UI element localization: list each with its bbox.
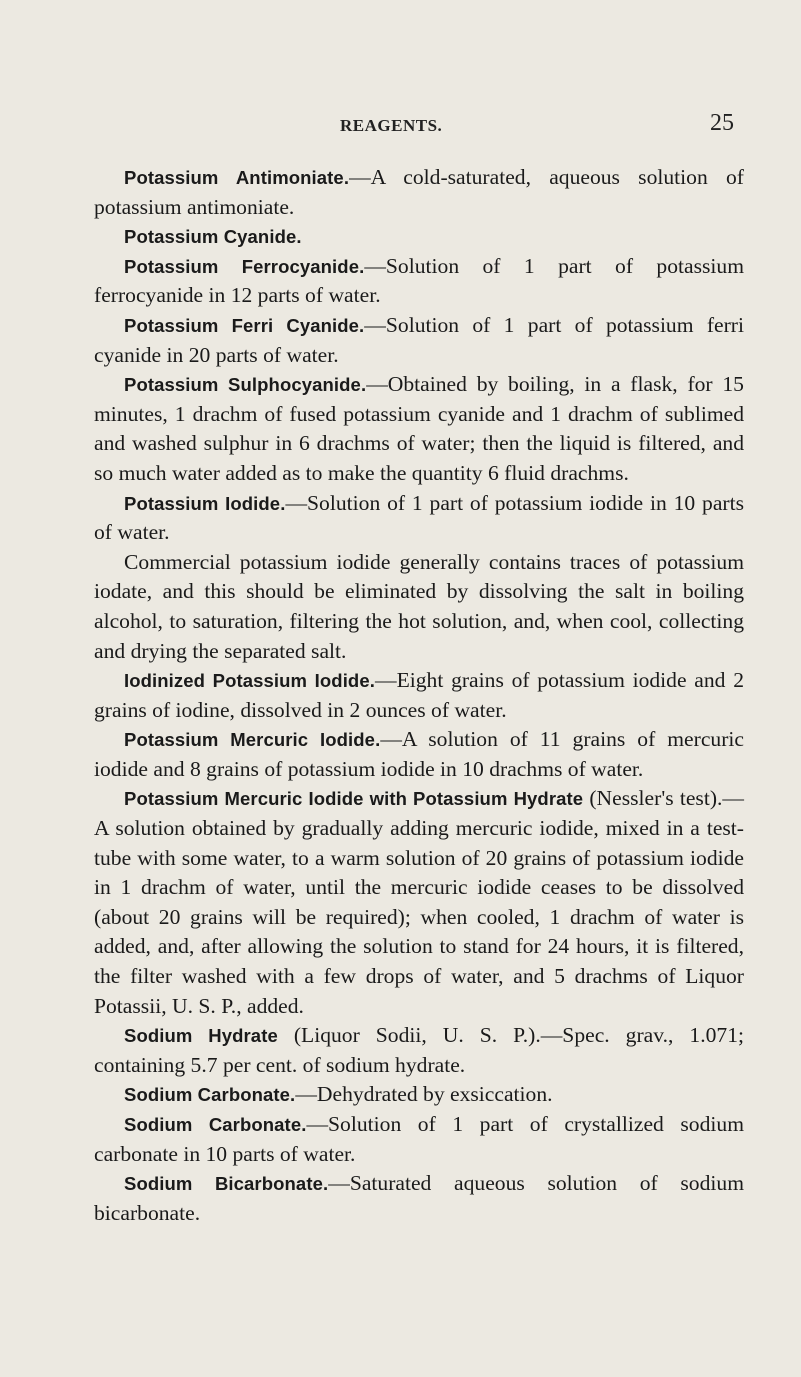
entry-heading: Sodium Hydrate <box>124 1025 278 1047</box>
entry-potassium-iodide <box>94 489 744 548</box>
entry-potassium-ferrocyanide <box>94 252 744 311</box>
entry-heading: Potassium Iodide. <box>124 492 286 514</box>
entry-sodium-carbonate-solution <box>94 1110 744 1169</box>
entry-body: —Eight grains of potassium iodide and 2 grains of iodine, dissolved in 2 ounces of water. <box>94 668 744 722</box>
entry-body: (Nessler's test).—A solution obtained by gradually adding mercuric iodide, mixed in a test-tube with some water, to a warm solution of 20 grains of potassium iodide in 1 drachm of water, until the mercuric iodide ceases to be dissolved (about 20 grains will be required); when cooled, 1 drachm of water is added, and, after allowing the solution to stand for 24 hours, it is filtered, the filter washed with a few drops of water, and 5 drachms of Liquor Potassii, U. S. P., added. <box>94 786 744 1018</box>
entry-heading: Potassium Mercuric Iodide. <box>124 729 381 751</box>
entry-heading: Potassium Ferri Cyanide. <box>124 314 365 336</box>
entry-heading: Potassium Cyanide. <box>124 226 302 248</box>
entry-body: —Obtained by boiling, in a flask, for 15 minutes, 1 drachm of fused potassium cyanide and 1 drachm of sublimed and washed sulphur in 6 drachms of water; then the liquid is filtered, and so much water added as to make the quantity 6 fluid drachms. <box>94 372 744 485</box>
entry-heading: Sodium Carbonate. <box>124 1084 296 1106</box>
entry-potassium-cyanide <box>94 222 744 252</box>
entry-sodium-hydrate <box>94 1021 744 1080</box>
page-body <box>94 163 744 1228</box>
entry-heading: Iodinized Potassium Iodide. <box>124 670 375 692</box>
entry-body: —Dehydrated by exsiccation. <box>295 1082 553 1107</box>
entry-body: —Solution of 1 part of potassium ferri cyanide in 20 parts of water. <box>94 312 744 367</box>
entry-heading: Potassium Mercuric Iodide with Potassium Hydrate <box>124 788 584 810</box>
entry-potassium-mercuric-iodide <box>94 725 744 784</box>
entry-sodium-bicarbonate <box>94 1169 744 1228</box>
entry-heading: Potassium Ferrocyanide. <box>124 255 365 277</box>
page-number: 25 <box>710 110 734 136</box>
entry-commercial-note <box>94 548 744 666</box>
entry-sodium-carbonate-dry <box>94 1080 744 1110</box>
entry-nessler-test <box>94 784 744 1021</box>
entry-body: —A cold-saturated, aqueous solution of potassium antimoniate. <box>94 165 744 219</box>
entry-body: Commercial potassium iodide generally contains traces of potassium iodate, and this should be eliminated by dissolving the salt in boiling alcohol, to saturation, filtering the hot solution, and, when cool, collecting and drying the separated salt. <box>94 549 744 663</box>
entry-heading: Potassium Antimoniate. <box>124 167 350 188</box>
entry-iodinized-potassium-iodide <box>94 666 744 725</box>
entry-body: (Liquor Sodii, U. S. P.).—Spec. grav., 1.071; containing 5.7 per cent. of sodium hydrate. <box>94 1023 744 1077</box>
entry-body: —Solution of 1 part of potassium iodide in 10 parts of water. <box>94 490 744 545</box>
entry-heading: Potassium Sulphocyanide. <box>124 374 367 396</box>
running-title: REAGENTS. <box>340 116 443 135</box>
entry-potassium-antimoniate <box>94 163 744 222</box>
entry-body: —Solution of 1 part of crystallized sodium carbonate in 10 parts of water. <box>94 1112 744 1166</box>
entry-heading: Sodium Carbonate. <box>124 1114 307 1135</box>
entry-potassium-sulphocyanide <box>94 370 744 488</box>
entry-potassium-ferri-cyanide <box>94 311 744 370</box>
entry-heading: Sodium Bicarbonate. <box>124 1173 329 1195</box>
entry-body: —Saturated aqueous solution of sodium bicarbonate. <box>94 1171 744 1225</box>
entry-body: —Solution of 1 part of potassium ferrocyanide in 12 parts of water. <box>94 253 745 308</box>
entry-body: —A solution of 11 grains of mercuric iodide and 8 grains of potassium iodide in 10 drachms of water. <box>94 727 744 781</box>
